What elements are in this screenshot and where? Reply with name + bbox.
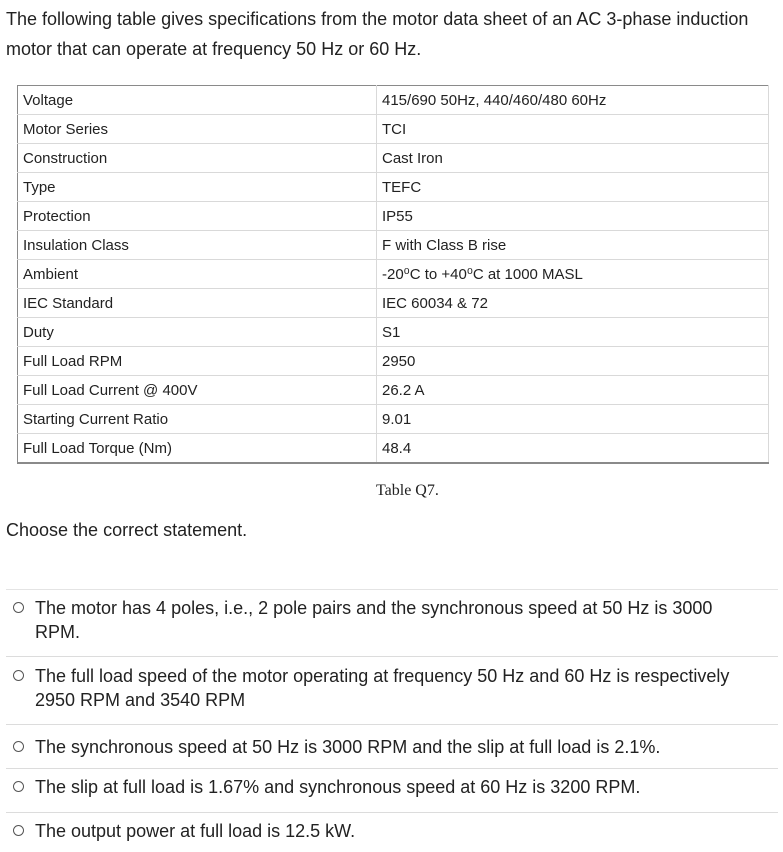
answer-option[interactable] [6,724,778,768]
answer-option[interactable] [6,812,778,852]
spec-label: Voltage [18,86,377,115]
spec-value: IEC 60034 & 72 [377,289,769,318]
table-row [18,115,769,144]
spec-value: 26.2 A [377,376,769,405]
spec-label: Starting Current Ratio [18,405,377,434]
spec-label: Ambient [18,260,377,289]
spec-value: -20⁰C to +40⁰C at 1000 MASL [377,260,769,289]
spec-value: IP55 [377,202,769,231]
radio-button[interactable] [13,741,24,752]
option-label: The slip at full load is 1.67% and synchronous speed at 60 Hz is 3200 RPM. [35,777,641,797]
spec-table [17,85,769,464]
spec-label: Type [18,173,377,202]
table-row [18,289,769,318]
spec-value: 48.4 [377,434,769,464]
option-label: The full load speed of the motor operating at frequency 50 Hz and 60 Hz is respectively 2950 RPM and 3540 RPM [35,666,730,710]
table-row [18,376,769,405]
radio-button[interactable] [13,670,24,681]
question-text: The following table gives specifications from the motor data sheet of an AC 3-phase induction motor that can operate at frequency 50 Hz or 60 Hz. [6,9,749,59]
radio-button[interactable] [13,781,24,792]
spec-value: TCI [377,115,769,144]
spec-value: F with Class B rise [377,231,769,260]
answer-options [6,589,778,852]
spec-value: 2950 [377,347,769,376]
table-row [18,405,769,434]
spec-value: S1 [377,318,769,347]
table-row [18,347,769,376]
prompt-text: Choose the correct statement. [6,520,248,540]
option-label: The synchronous speed at 50 Hz is 3000 RPM and the slip at full load is 2.1%. [35,737,661,757]
spec-label: Construction [18,144,377,173]
table-row [18,434,769,464]
answer-option[interactable] [6,589,778,656]
table-row [18,173,769,202]
table-row [18,144,769,173]
spec-label: Protection [18,202,377,231]
table-caption: Table Q7. [376,482,439,499]
spec-value: TEFC [377,173,769,202]
radio-button[interactable] [13,602,24,613]
option-label: The motor has 4 poles, i.e., 2 pole pairs and the synchronous speed at 50 Hz is 3000 RPM. [35,598,713,642]
table-row [18,260,769,289]
table-row [18,231,769,260]
spec-label: Full Load RPM [18,347,377,376]
table-row [18,318,769,347]
spec-label: IEC Standard [18,289,377,318]
spec-label: Full Load Torque (Nm) [18,434,377,464]
option-label: The output power at full load is 12.5 kW. [35,821,356,841]
spec-label: Full Load Current @ 400V [18,376,377,405]
spec-label: Insulation Class [18,231,377,260]
table-row [18,86,769,115]
spec-value: 9.01 [377,405,769,434]
spec-label: Duty [18,318,377,347]
spec-value: Cast Iron [377,144,769,173]
spec-value: 415/690 50Hz, 440/460/480 60Hz [377,86,769,115]
radio-button[interactable] [13,825,24,836]
spec-label: Motor Series [18,115,377,144]
answer-option[interactable] [6,768,778,812]
answer-option[interactable] [6,656,778,724]
table-row [18,202,769,231]
